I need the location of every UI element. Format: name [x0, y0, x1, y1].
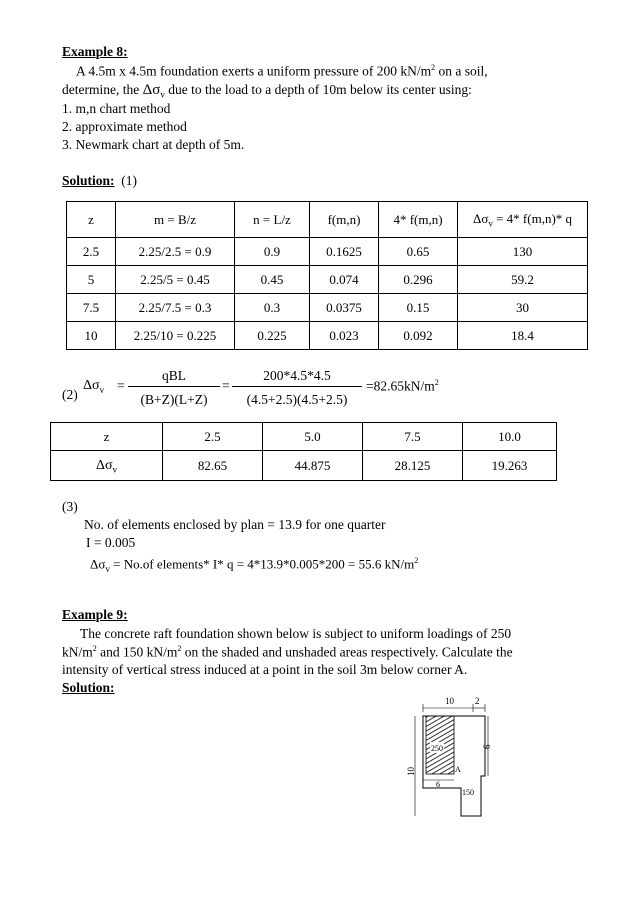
- table-cell: 7.5: [67, 294, 116, 322]
- shaded-load-label: 250: [431, 744, 443, 753]
- example9-heading: Example 9:: [62, 607, 128, 622]
- table-cell: 10: [67, 322, 116, 350]
- fraction-2-numerator: 200*4.5*4.5: [263, 368, 331, 383]
- table-header: $\Delta\sigma_v$: [51, 451, 163, 481]
- table-header: m = B/z: [116, 202, 235, 238]
- dimension-bottom-label: 6: [436, 780, 440, 789]
- approximate-method-table: [50, 422, 557, 481]
- part2-label: (2): [62, 387, 78, 402]
- table-cell: 2.25/5 = 0.45: [116, 266, 235, 294]
- fraction-2-denominator: (4.5+2.5)(4.5+2.5): [246, 392, 348, 407]
- example9-solution-label: Solution:: [62, 680, 115, 695]
- table-cell: 2.5: [67, 238, 116, 266]
- corner-a-label: A: [455, 765, 461, 774]
- table-row: [67, 322, 588, 350]
- table-header: 4* f(m,n): [379, 202, 458, 238]
- fraction-2-bar: [232, 386, 362, 387]
- table-cell: 2.25/2.5 = 0.9: [116, 238, 235, 266]
- table-row: [67, 238, 588, 266]
- equals-sign: =: [117, 378, 125, 393]
- table-header-row: [67, 202, 588, 238]
- table-cell: 10.0: [463, 423, 557, 451]
- table-cell: 2.5: [163, 423, 263, 451]
- table-row: [51, 451, 557, 481]
- table-header: $\Delta\sigma_v = 4*$ f(m,n)* q: [458, 202, 588, 238]
- table-cell: 0.3: [235, 294, 310, 322]
- fraction-1-denominator: (B+Z)(L+Z): [140, 392, 208, 407]
- fraction-1-bar: [128, 386, 220, 387]
- table-cell: 59.2: [458, 266, 588, 294]
- equals-sign: =: [222, 378, 230, 393]
- table-cell: 44.875: [263, 451, 363, 481]
- newmark-equation: $\Delta\sigma_v = No.of$ elements* I* q = 4*13.9*0.005*200 = 55.6 $kN/m^2$: [90, 556, 419, 574]
- method-2: 2. approximate method: [62, 119, 187, 134]
- table-cell: 7.5: [363, 423, 463, 451]
- table-cell: 130: [458, 238, 588, 266]
- table-row: [67, 266, 588, 294]
- table-cell: 19.263: [463, 451, 557, 481]
- fraction-1-numerator: qBL: [161, 368, 186, 383]
- table-cell: 0.296: [379, 266, 458, 294]
- table-cell: 0.225: [235, 322, 310, 350]
- table-header: z: [67, 202, 116, 238]
- example8-heading: Example 8:: [62, 44, 128, 59]
- dimension-left-label: 10: [406, 767, 416, 776]
- table-cell: 0.0375: [310, 294, 379, 322]
- part3-line2: I = 0.005: [86, 535, 136, 550]
- method-1: 1. m,n chart method: [62, 101, 171, 116]
- example8-statement-line2: determine, the $\Delta\sigma_v$ due to the load to a depth of 10m below its center using:: [62, 82, 472, 100]
- method-3: 3. Newmark chart at depth of 5m.: [62, 137, 245, 152]
- table-cell: 0.074: [310, 266, 379, 294]
- table-cell: 2.25/7.5 = 0.3: [116, 294, 235, 322]
- table-cell: 5: [67, 266, 116, 294]
- raft-foundation-diagram: [405, 692, 505, 822]
- table-cell: 18.4: [458, 322, 588, 350]
- table-cell: 0.1625: [310, 238, 379, 266]
- table-cell: 0.9: [235, 238, 310, 266]
- table-header: n = L/z: [235, 202, 310, 238]
- mn-chart-table: [66, 201, 588, 350]
- table-header: f(m,n): [310, 202, 379, 238]
- example9-line1: The concrete raft foundation shown below is subject to uniform loadings of 250: [80, 626, 512, 641]
- table-cell: 0.45: [235, 266, 310, 294]
- part3-line1: No. of elements enclosed by plan = 13.9 for one quarter: [84, 517, 386, 532]
- table-cell: 30: [458, 294, 588, 322]
- unshaded-load-label: 150: [462, 788, 474, 797]
- table-cell: 5.0: [263, 423, 363, 451]
- solution-label: Solution: (1): [62, 173, 138, 188]
- equation-result: $=82.65kN/m^2$: [366, 378, 439, 394]
- example8-statement-line1: A 4.5m x 4.5m foundation exerts a uniform pressure of 200 $kN/m^2$ on a soil,: [76, 63, 488, 79]
- example9-line2: $kN/m^2$ and 150 $kN/m^2$ on the shaded and unshaded areas respectively. Calculate the: [62, 644, 513, 660]
- table-cell: 0.023: [310, 322, 379, 350]
- table-cell: 0.092: [379, 322, 458, 350]
- dimension-top-label: 10: [445, 696, 454, 706]
- table-cell: 0.65: [379, 238, 458, 266]
- table-cell: 2.25/10 = 0.225: [116, 322, 235, 350]
- dimension-top-right-label: 2: [475, 696, 480, 706]
- table-cell: 28.125: [363, 451, 463, 481]
- equation-lhs: $\Delta\sigma_v$: [83, 378, 105, 395]
- table-header: z: [51, 423, 163, 451]
- table-row: [67, 294, 588, 322]
- part3-label: (3): [62, 499, 78, 514]
- table-cell: 82.65: [163, 451, 263, 481]
- dimension-right-label: 6: [482, 744, 492, 749]
- table-row: [51, 423, 557, 451]
- example9-line3: intensity of vertical stress induced at a point in the soil 3m below corner A.: [62, 662, 468, 677]
- table-cell: 0.15: [379, 294, 458, 322]
